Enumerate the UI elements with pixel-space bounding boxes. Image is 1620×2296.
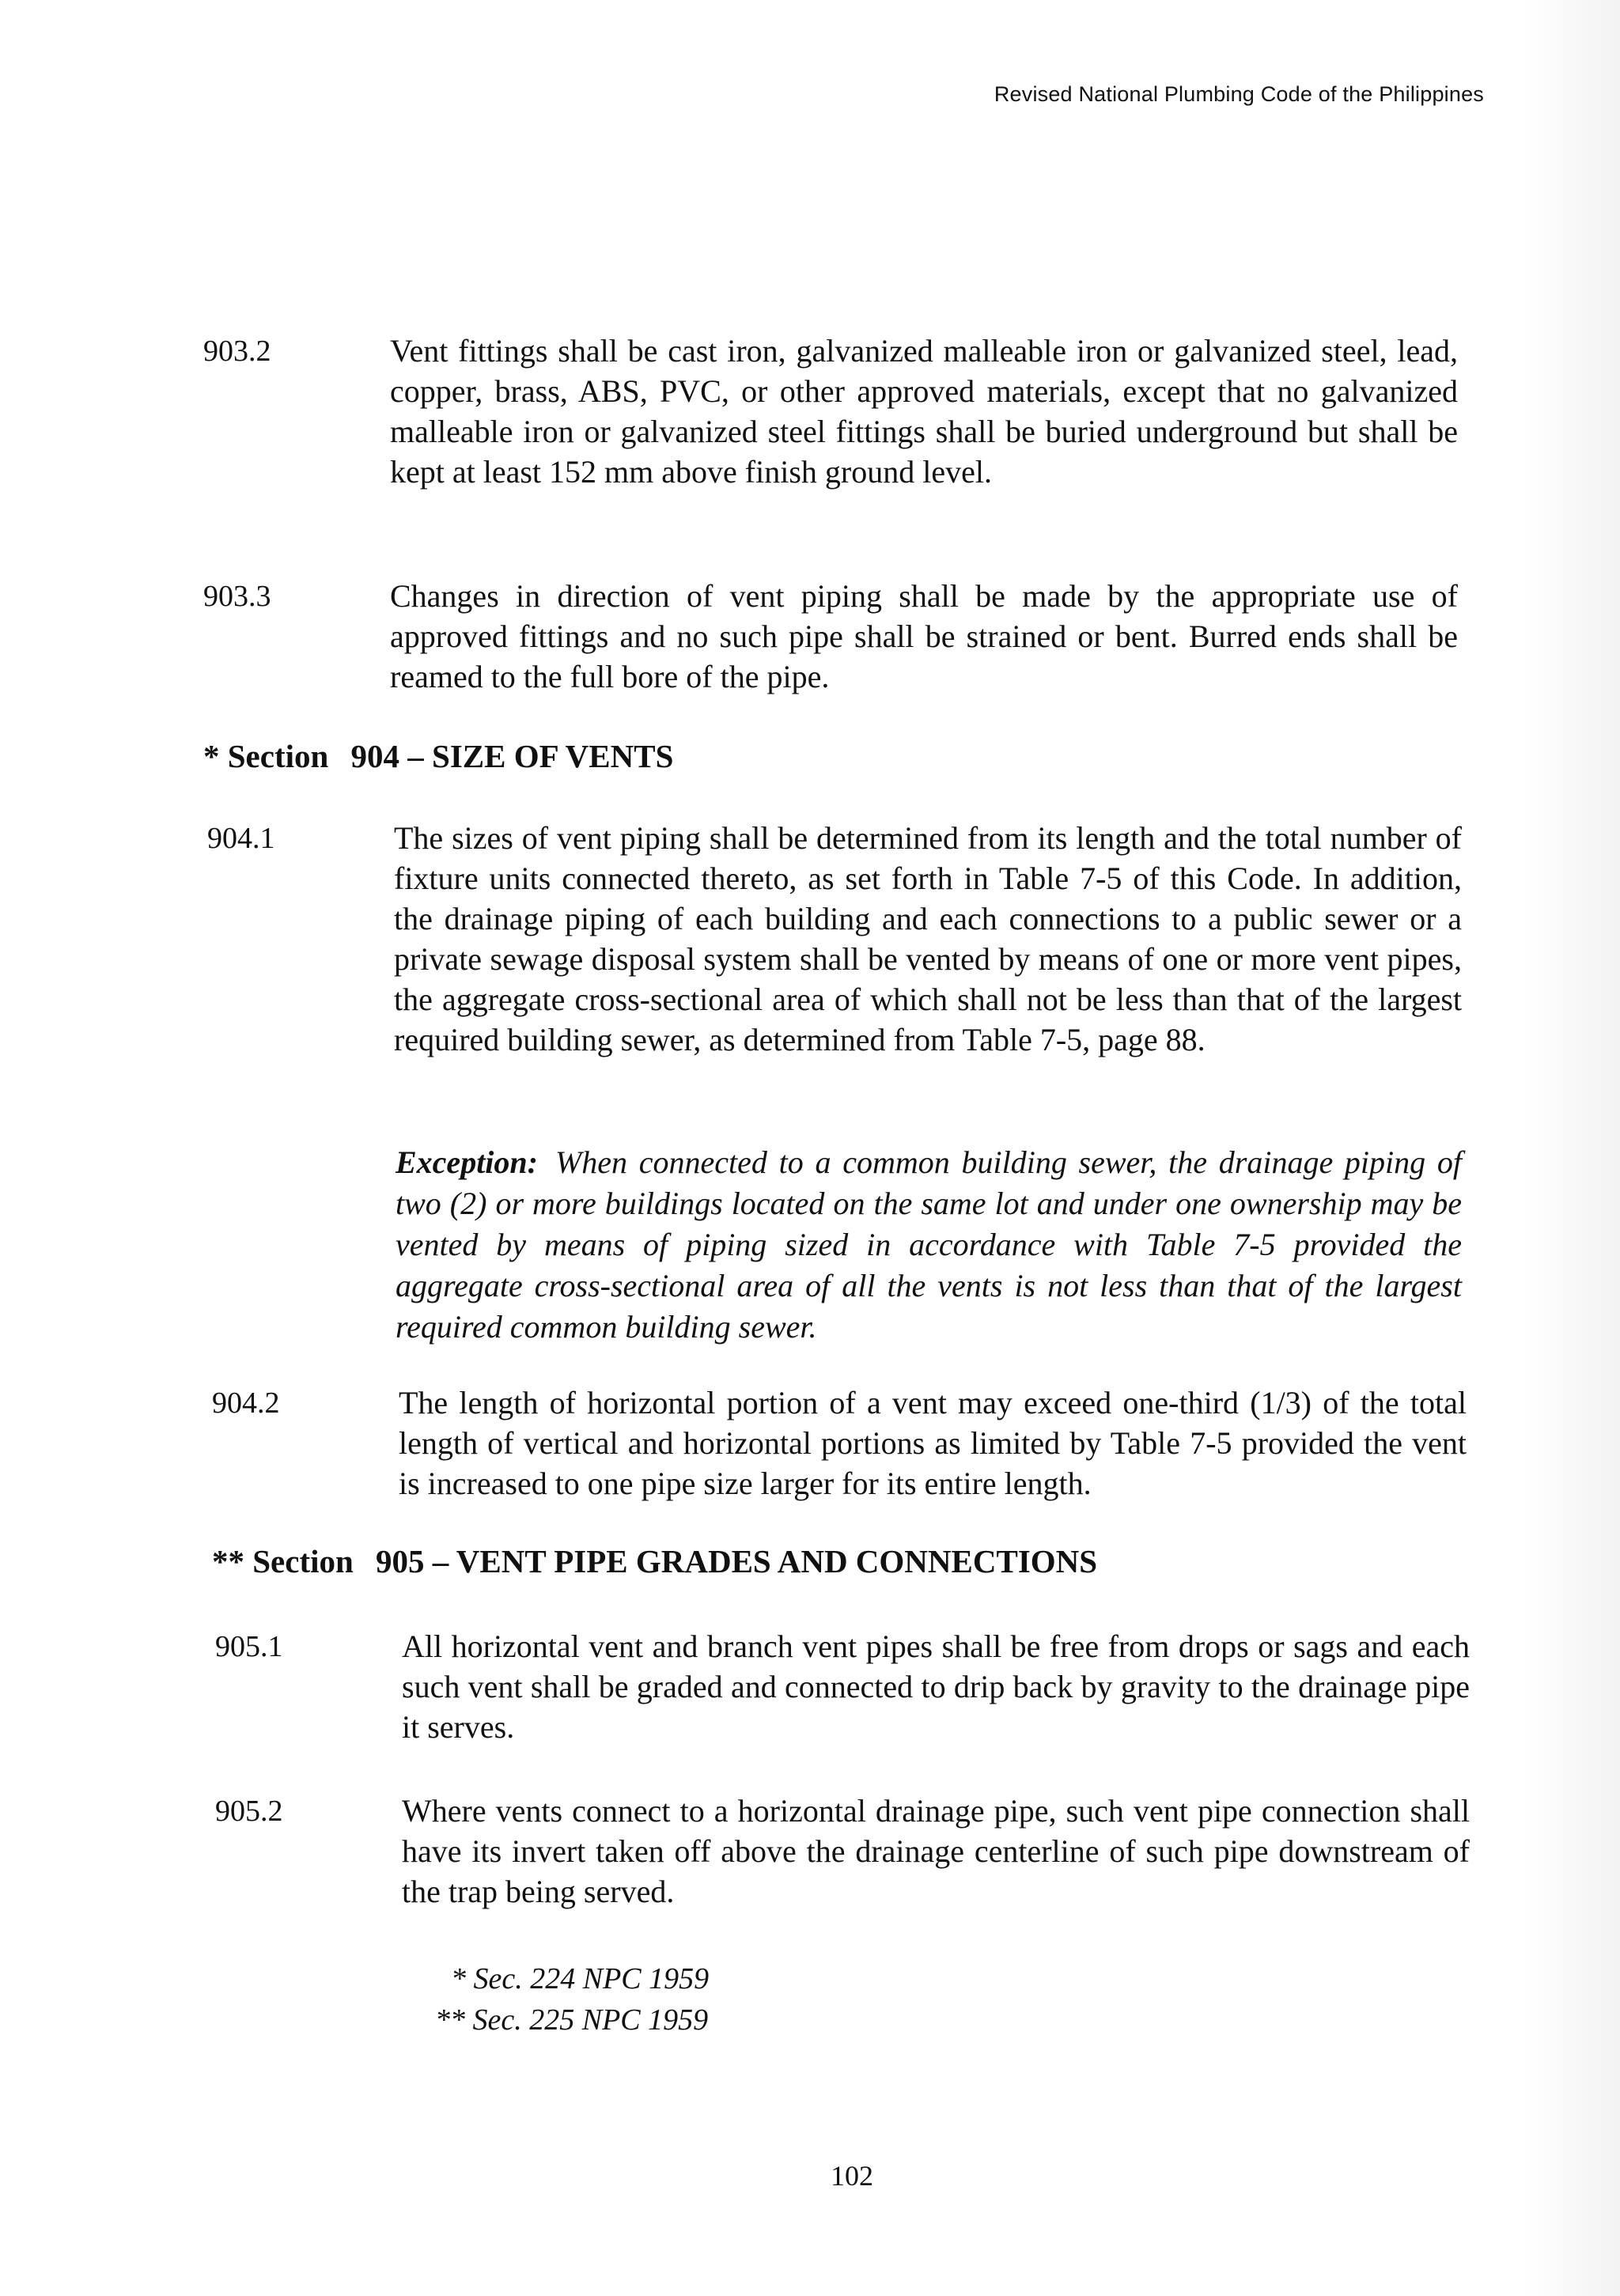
- section-text-905-2: Where vents connect to a horizontal drainage pipe, such vent pipe connection shall have its invert taken off above the drainage centerline of such pipe downstream of the trap being served.: [402, 1793, 1470, 1909]
- heading-title: 904 – SIZE OF VENTS: [350, 738, 674, 774]
- scan-shadow: [1525, 0, 1620, 2296]
- section-number-904-1: 904.1: [207, 822, 275, 855]
- section-number-904-2: 904.2: [212, 1386, 280, 1420]
- section-text-905-1: All horizontal vent and branch vent pipes shall be free from drops or sags and each such vent shall be graded and connected to drip back by gravity to the drainage pipe it serves.: [402, 1628, 1470, 1745]
- footnote-marker: *: [451, 1962, 466, 1995]
- section-heading-904: [203, 737, 673, 775]
- footnote-text: Sec. 224 NPC 1959: [473, 1962, 710, 1995]
- footnote-text: Sec. 225 NPC 1959: [472, 2003, 709, 2037]
- footnote-2: [435, 2003, 708, 2037]
- running-header: Revised National Plumbing Code of the Philippines: [994, 82, 1484, 106]
- exception-label: Exception:: [396, 1144, 538, 1180]
- section-number-903-2: 903.2: [203, 335, 271, 368]
- section-text-904-1: The sizes of vent piping shall be determined from its length and the total number of fixture units connected thereto, as set forth in Table 7-5 of this Code. In addition, the drainage piping of each building and each connections to a public sewer or a private sewage disposal system shall be vented by means of one or more vent pipes, the aggregate cross-sectional area of which shall not be less than that of the largest required building sewer, as determined from Table 7-5, page 88.: [394, 820, 1462, 1057]
- heading-marker: **: [212, 1543, 244, 1579]
- section-text-904-2: The length of horizontal portion of a vent may exceed one-third (1/3) of the total length of vertical and horizontal portions as limited by Table 7-5 provided the vent is increased to one pipe size larger for its entire length.: [399, 1385, 1467, 1501]
- heading-marker: *: [203, 738, 220, 774]
- exception-paragraph: [396, 1142, 1462, 1348]
- heading-label: Section: [227, 738, 329, 774]
- footnote-marker: **: [435, 2003, 465, 2037]
- exception-text: When connected to a common building sewer, the drainage piping of two (2) or more buildings located on the same lot and under one ownership may be vented by means of piping sized in accordance with Table 7-5 provided the aggregate cross-sectional area of all the vents is not less than that of the largest required common building sewer.: [396, 1144, 1462, 1345]
- section-heading-905: [212, 1542, 1097, 1580]
- section-text-903-2: Vent fittings shall be cast iron, galvanized malleable iron or galvanized steel, lead, copper, brass, ABS, PVC, or other approved materials, except that no galvanized malleable iron or galvanized steel fittings shall be buried underground but shall be kept at least 152 mm above finish ground level.: [390, 333, 1458, 490]
- section-number-905-2: 905.2: [215, 1795, 283, 1828]
- heading-title: 905 – VENT PIPE GRADES AND CONNECTIONS: [376, 1543, 1098, 1579]
- section-number-905-1: 905.1: [215, 1630, 283, 1663]
- section-number-903-3: 903.3: [203, 580, 271, 613]
- section-text-903-3: Changes in direction of vent piping shall be made by the appropriate use of approved fittings and no such pipe shall be strained or bent. Burred ends shall be reamed to the full bore of the pipe.: [390, 578, 1458, 694]
- footnote-1: [451, 1961, 709, 1996]
- page-number: 102: [831, 2160, 873, 2192]
- heading-label: Section: [252, 1543, 354, 1579]
